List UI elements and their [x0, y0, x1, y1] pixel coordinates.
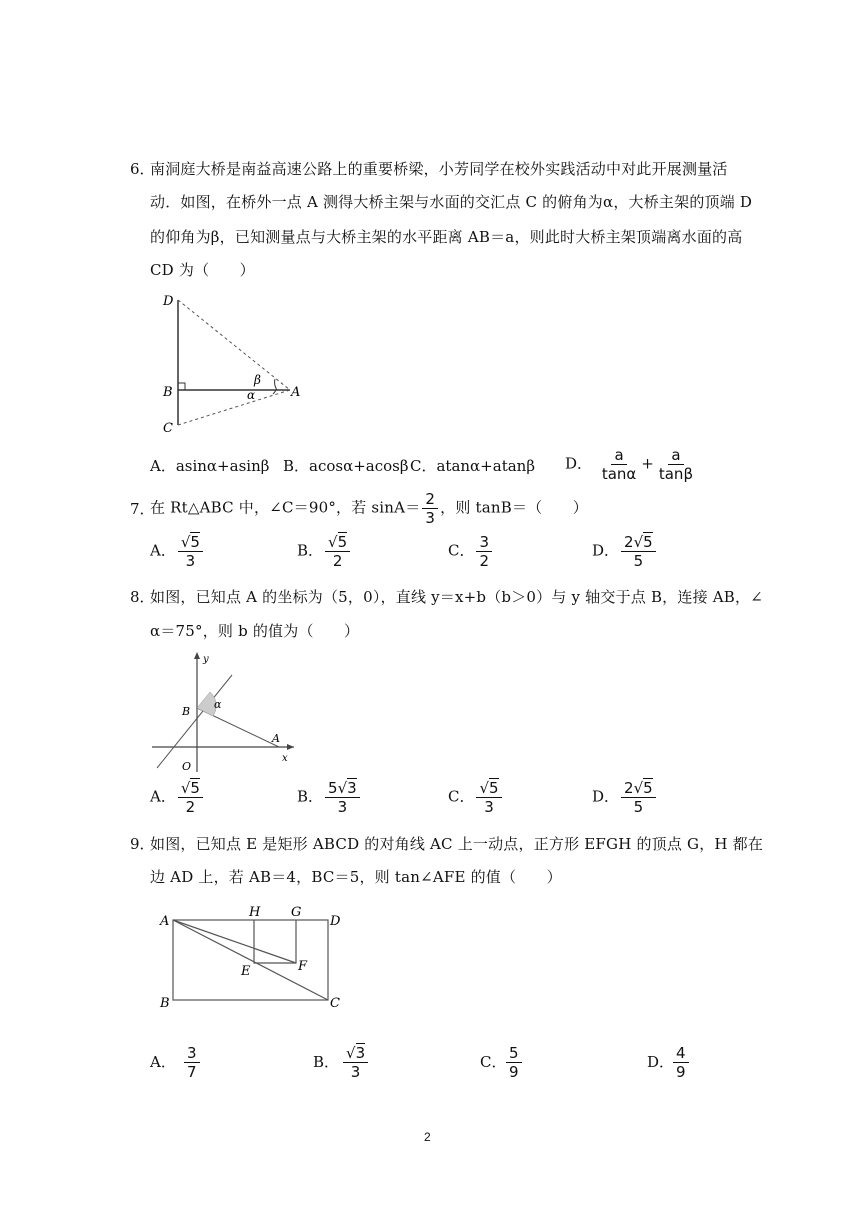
- q8-option-a-label: A．: [150, 787, 176, 806]
- q6-text-line4: CD 为（ ）: [150, 261, 255, 279]
- q6-option-d: [565, 446, 698, 483]
- q6-text-line3: 的仰角为β，已知测量点与大桥主架的水平距离 AB＝a，则此时大桥主架顶端离水面的高: [150, 228, 743, 246]
- q8-text-line2: α＝75°，则 b 的值为（ ）: [150, 622, 360, 640]
- q9-option-c-label: C．: [480, 1052, 507, 1071]
- q7-option-a-frac: [178, 533, 203, 570]
- q8-option-d-coef: 2: [624, 779, 634, 797]
- q8-option-d-den: 5: [633, 798, 644, 816]
- q7-option-a-den: 3: [185, 552, 196, 570]
- q8-label-O: O: [182, 760, 192, 773]
- q9-option-b-label: B．: [313, 1052, 340, 1071]
- q7-option-d-label: D．: [592, 541, 620, 560]
- q8-figure: [152, 650, 302, 775]
- q9-option-a-num: 3: [184, 1044, 200, 1063]
- q9-label-H: H: [249, 905, 261, 920]
- q8-option-c: [448, 779, 504, 816]
- q8-option-c-num: √5: [476, 779, 501, 798]
- q6-option-d-frac1: [599, 446, 639, 483]
- q7-text-b: ，则 tanB＝（ ）: [440, 498, 588, 517]
- q7-sin-frac: [422, 490, 438, 527]
- q9-option-c-num: 5: [506, 1044, 522, 1063]
- q9-option-c-den: 9: [509, 1063, 519, 1081]
- q6-label-C: C: [163, 421, 173, 436]
- q7-sin-den: 3: [425, 509, 436, 527]
- q9-text-line1: 如图，已知点 E 是矩形 ABCD 的对角线 AC 上一动点，正方形 EFGH 的顶点 G，H 都在: [150, 835, 764, 853]
- q8-label-y: y: [203, 654, 209, 665]
- q6-option-b: B．acosα+acosβ: [283, 457, 409, 475]
- q8-number: 8．: [130, 588, 155, 606]
- q6-label-A: A: [291, 385, 301, 400]
- q9-option-a-frac: [184, 1044, 200, 1081]
- q7-option-d-num: 2√5: [621, 533, 656, 552]
- q8-option-a-den: 2: [185, 798, 196, 816]
- q8-option-c-label: C．: [448, 787, 475, 806]
- q6-label-D: D: [163, 294, 174, 309]
- q8-option-a: [150, 779, 205, 816]
- q9-option-b-num: √3: [343, 1044, 368, 1063]
- q7-text: [150, 490, 588, 527]
- q9-label-B: B: [160, 996, 170, 1011]
- q8-label-A: A: [272, 732, 280, 745]
- q6-option-d-num2: a: [668, 446, 683, 465]
- q8-option-a-num: √5: [178, 779, 203, 798]
- q9-option-a-den: 7: [187, 1063, 197, 1081]
- q8-option-c-den: 3: [484, 798, 494, 816]
- q9-label-F: F: [298, 959, 308, 974]
- q9-option-b-den: 3: [350, 1063, 361, 1081]
- q7-option-d-frac: [621, 533, 656, 570]
- q6-option-d-num1: a: [611, 446, 626, 465]
- q6-option-d-label: D．: [565, 454, 593, 473]
- q9-option-b: [313, 1044, 370, 1081]
- q8-label-x: x: [282, 753, 288, 764]
- q7-option-a-num: √5: [178, 533, 203, 552]
- q7-option-c-den: 2: [479, 552, 490, 570]
- q8-label-B: B: [182, 705, 191, 718]
- q9-label-A: A: [160, 914, 170, 929]
- q9-option-a-label: A．: [150, 1052, 176, 1071]
- q7-option-d: [592, 533, 658, 570]
- q7-option-b-num: √5: [325, 533, 350, 552]
- q7-text-a: 在 Rt△ABC 中，∠C＝90°，若 sinA＝: [150, 498, 421, 517]
- q7-option-d-den: 5: [633, 552, 644, 570]
- q8-option-b-label: B．: [297, 787, 324, 806]
- q9-number: 9．: [130, 835, 155, 853]
- q8-option-b-frac: [325, 779, 360, 816]
- q9-option-a: [150, 1044, 202, 1081]
- q8-option-d-frac: [621, 779, 656, 816]
- q7-option-d-radicand: 5: [643, 533, 653, 551]
- q8-option-d: [592, 779, 658, 816]
- q6-option-a: A．asinα+asinβ: [150, 457, 270, 475]
- q8-option-b-coef: 5: [328, 779, 338, 797]
- q6-text-line2: 动．如图，在桥外一点 A 测得大桥主架与水面的交汇点 C 的俯角为α，大桥主架的顶端 D: [150, 193, 753, 211]
- q7-option-c-num: 3: [476, 533, 492, 552]
- q9-option-b-radicand: 3: [355, 1044, 366, 1062]
- q7-sin-num: 2: [422, 490, 438, 509]
- q7-option-b-radicand: 5: [337, 533, 348, 551]
- q9-option-d: [647, 1044, 691, 1081]
- q6-text-line1: 南洞庭大桥是南益高速公路上的重要桥梁，小芳同学在校外实践活动中对此开展测量活: [150, 160, 728, 178]
- q9-figure: [155, 900, 355, 1015]
- q8-option-b-den: 3: [337, 798, 348, 816]
- page-number: 2: [424, 1130, 431, 1144]
- q6-figure: [155, 290, 315, 440]
- q6-option-c: C．atanα+atanβ: [410, 457, 535, 475]
- q8-label-alpha: α: [214, 698, 222, 711]
- q7-option-b-label: B．: [297, 541, 324, 560]
- q6-label-beta: β: [254, 373, 261, 387]
- q8-option-c-radicand: 5: [489, 779, 499, 797]
- q9-option-c-frac: [506, 1044, 522, 1081]
- q8-option-d-num: 2√5: [621, 779, 656, 798]
- q7-number: 7．: [130, 500, 155, 518]
- q9-label-E: E: [241, 964, 251, 979]
- q7-option-a: [150, 533, 205, 570]
- q9-option-d-den: 9: [676, 1063, 686, 1081]
- q7-option-c: [448, 533, 494, 570]
- q9-option-b-frac: [343, 1044, 368, 1081]
- q8-option-d-radicand: 5: [643, 779, 653, 797]
- q6-label-alpha: α: [247, 388, 256, 402]
- q8-option-b: [297, 779, 362, 816]
- q6-option-d-den2: tanβ: [658, 465, 694, 483]
- q8-option-a-radicand: 5: [190, 779, 200, 797]
- q7-option-c-label: C．: [448, 541, 475, 560]
- q9-label-C: C: [330, 996, 340, 1011]
- q7-option-a-label: A．: [150, 541, 176, 560]
- q6-option-d-den1: tanα: [601, 465, 637, 483]
- q9-option-d-frac: [673, 1044, 689, 1081]
- q7-option-a-radicand: 5: [190, 533, 200, 551]
- q6-label-B: B: [163, 385, 173, 400]
- q7-option-b: [297, 533, 352, 570]
- q8-text-line1: 如图，已知点 A 的坐标为（5，0），直线 y＝x+b（b＞0）与 y 轴交于点 B，连接 AB，∠: [150, 588, 763, 606]
- q7-option-d-coef: 2: [624, 533, 634, 551]
- q9-text-line2: 边 AD 上，若 AB＝4，BC＝5，则 tan∠AFE 的值（ ）: [150, 868, 562, 886]
- q7-option-b-frac: [325, 533, 350, 570]
- q8-option-a-frac: [178, 779, 203, 816]
- q7-option-b-den: 2: [332, 552, 343, 570]
- q6-number: 6．: [130, 160, 155, 178]
- q8-option-c-frac: [476, 779, 501, 816]
- q8-option-d-label: D．: [592, 787, 620, 806]
- q9-option-d-num: 4: [673, 1044, 689, 1063]
- q9-option-d-label: D．: [647, 1052, 675, 1071]
- q7-option-c-frac: [476, 533, 492, 570]
- q9-option-c: [480, 1044, 524, 1081]
- q8-option-b-num: 5√3: [325, 779, 360, 798]
- q6-option-d-plus: +: [641, 454, 654, 473]
- q6-option-d-frac2: [656, 446, 696, 483]
- q8-option-b-radicand: 3: [347, 779, 357, 797]
- q9-label-G: G: [291, 905, 302, 920]
- q9-label-D: D: [330, 914, 341, 929]
